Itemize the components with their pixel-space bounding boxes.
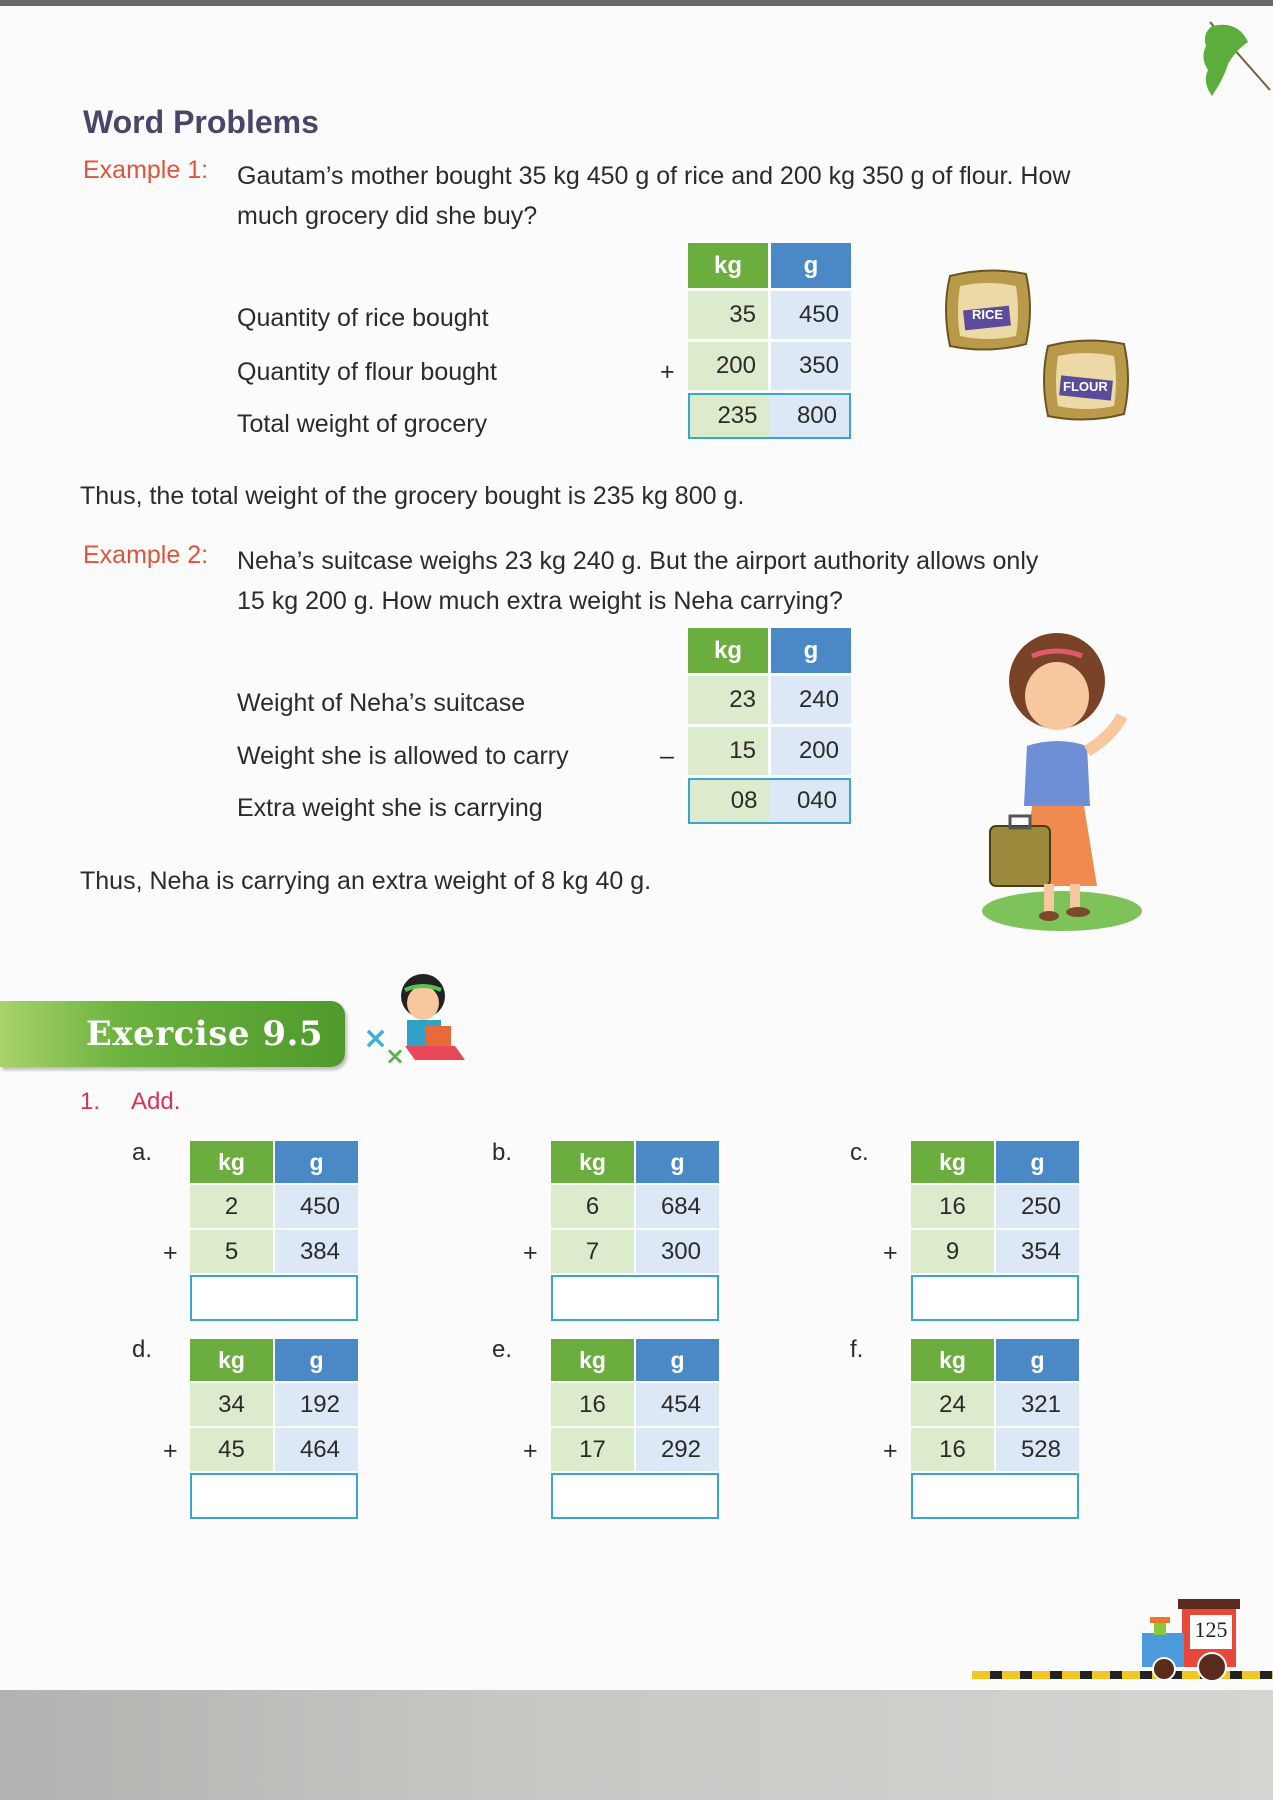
g-cell: 354: [996, 1230, 1079, 1273]
example-2-label: Example 2:: [83, 541, 209, 569]
g-cell: 200: [771, 727, 851, 775]
g-cell: 464: [275, 1428, 358, 1471]
kg-cell: 45: [190, 1428, 273, 1471]
scan-background: [0, 1690, 1273, 1800]
question-number: 1.: [80, 1088, 101, 1115]
result-g: 800: [770, 395, 850, 437]
answer-box[interactable]: [911, 1275, 1079, 1321]
kg-cell: 23: [688, 676, 768, 724]
rice-bag-label: RICE: [972, 307, 1004, 322]
kg-header: kg: [190, 1141, 273, 1183]
plus-operator: +: [660, 358, 675, 386]
g-cell: 250: [996, 1185, 1079, 1228]
kg-cell: 16: [551, 1383, 634, 1426]
kg-header: kg: [190, 1339, 273, 1381]
g-header: g: [996, 1339, 1079, 1381]
minus-operator: –: [660, 742, 674, 770]
child-reading-illustration: [355, 968, 475, 1068]
example-2-kg-g-table: [688, 628, 851, 824]
kg-cell: 2: [190, 1185, 273, 1228]
kg-cell: 17: [551, 1428, 634, 1471]
question-instruction: Add.: [131, 1088, 181, 1115]
g-header: g: [275, 1339, 358, 1381]
example-2-text-line-1: Neha’s suitcase weighs 23 kg 240 g. But the airport authority allows only: [237, 547, 1039, 575]
g-cell: 450: [771, 291, 851, 339]
exercise-table-a: [190, 1141, 358, 1321]
g-cell: 684: [636, 1185, 719, 1228]
example-1-text-line-1: Gautam’s mother bought 35 kg 450 g of rice and 200 kg 350 g of flour. How: [237, 162, 1071, 190]
example-2-text: [237, 541, 1197, 621]
g-cell: 450: [275, 1185, 358, 1228]
result-label: Extra weight she is carrying: [237, 794, 543, 822]
result-label: Total weight of grocery: [237, 410, 488, 438]
g-cell: 292: [636, 1428, 719, 1471]
kg-cell: 5: [190, 1230, 273, 1273]
plus-operator: +: [523, 1437, 538, 1465]
plus-operator: +: [163, 1437, 178, 1465]
row-label: Quantity of flour bought: [237, 358, 497, 386]
kg-cell: 16: [911, 1428, 994, 1471]
result-box: [688, 393, 851, 439]
kg-cell: 16: [911, 1185, 994, 1228]
kg-cell: 7: [551, 1230, 634, 1273]
kg-cell: 6: [551, 1185, 634, 1228]
answer-box[interactable]: [190, 1473, 358, 1519]
item-letter-b: b.: [492, 1139, 513, 1166]
kg-header: kg: [688, 628, 768, 673]
plus-operator: +: [163, 1239, 178, 1267]
kg-header: kg: [551, 1339, 634, 1381]
g-cell: 192: [275, 1383, 358, 1426]
g-header: g: [275, 1141, 358, 1183]
item-letter-f: f.: [850, 1336, 864, 1363]
kg-cell: 35: [688, 291, 768, 339]
exercise-table-f: [911, 1339, 1079, 1519]
exercise-table-e: [551, 1339, 719, 1519]
g-cell: 240: [771, 676, 851, 724]
section-title: Word Problems: [83, 104, 319, 140]
example-2-conclusion: Thus, Neha is carrying an extra weight of 8 kg 40 g.: [80, 867, 652, 895]
row-label: Weight of Neha’s suitcase: [237, 689, 526, 717]
exercise-table-d: [190, 1339, 358, 1519]
answer-box[interactable]: [911, 1473, 1079, 1519]
girl-with-suitcase-illustration: [972, 626, 1152, 936]
plus-operator: +: [883, 1239, 898, 1267]
flour-bag-illustration: [1038, 334, 1133, 429]
flag-icon: [1198, 20, 1273, 100]
rice-bag-illustration: [940, 264, 1035, 359]
g-header: g: [636, 1339, 719, 1381]
kg-cell: 9: [911, 1230, 994, 1273]
kg-header: kg: [911, 1141, 994, 1183]
exercise-table-b: [551, 1141, 719, 1321]
row-label: Quantity of rice bought: [237, 304, 489, 332]
g-cell: 454: [636, 1383, 719, 1426]
example-1-label: Example 1:: [83, 156, 209, 184]
item-letter-c: c.: [850, 1139, 869, 1166]
page-number: 125: [1194, 1617, 1228, 1642]
example-2-text-line-2: 15 kg 200 g. How much extra weight is Neha carrying?: [237, 587, 843, 615]
answer-box[interactable]: [551, 1275, 719, 1321]
g-cell: 350: [771, 342, 851, 390]
g-cell: 300: [636, 1230, 719, 1273]
g-header: g: [636, 1141, 719, 1183]
exercise-title: Exercise 9.5: [85, 1014, 323, 1054]
example-1-kg-g-table: [688, 243, 851, 439]
result-box: [688, 778, 851, 824]
flour-bag-label: FLOUR: [1063, 379, 1108, 394]
g-cell: 384: [275, 1230, 358, 1273]
kg-cell: 24: [911, 1383, 994, 1426]
g-cell: 321: [996, 1383, 1079, 1426]
kg-cell: 15: [688, 727, 768, 775]
svg-text:×: ×: [363, 1021, 389, 1056]
kg-header: kg: [551, 1141, 634, 1183]
exercise-banner: [0, 1001, 345, 1067]
row-label: Weight she is allowed to carry: [237, 742, 569, 770]
example-1-text-line-2: much grocery did she buy?: [237, 202, 538, 230]
example-1-text: [237, 156, 1197, 236]
example-1-conclusion: Thus, the total weight of the grocery bought is 235 kg 800 g.: [80, 482, 745, 510]
exercise-table-c: [911, 1141, 1079, 1321]
g-cell: 528: [996, 1428, 1079, 1471]
g-header: g: [771, 243, 851, 288]
g-header: g: [771, 628, 851, 673]
kg-header: kg: [688, 243, 768, 288]
kg-header: kg: [911, 1339, 994, 1381]
plus-operator: +: [883, 1437, 898, 1465]
item-letter-a: a.: [132, 1139, 153, 1166]
result-kg: 08: [690, 780, 770, 822]
result-kg: 235: [690, 395, 770, 437]
answer-box[interactable]: [551, 1473, 719, 1519]
answer-box[interactable]: [190, 1275, 358, 1321]
item-letter-e: e.: [492, 1336, 513, 1363]
item-letter-d: d.: [132, 1336, 153, 1363]
g-header: g: [996, 1141, 1079, 1183]
result-g: 040: [770, 780, 850, 822]
plus-operator: +: [523, 1239, 538, 1267]
kg-cell: 200: [688, 342, 768, 390]
kg-cell: 34: [190, 1383, 273, 1426]
svg-text:×: ×: [385, 1042, 406, 1068]
